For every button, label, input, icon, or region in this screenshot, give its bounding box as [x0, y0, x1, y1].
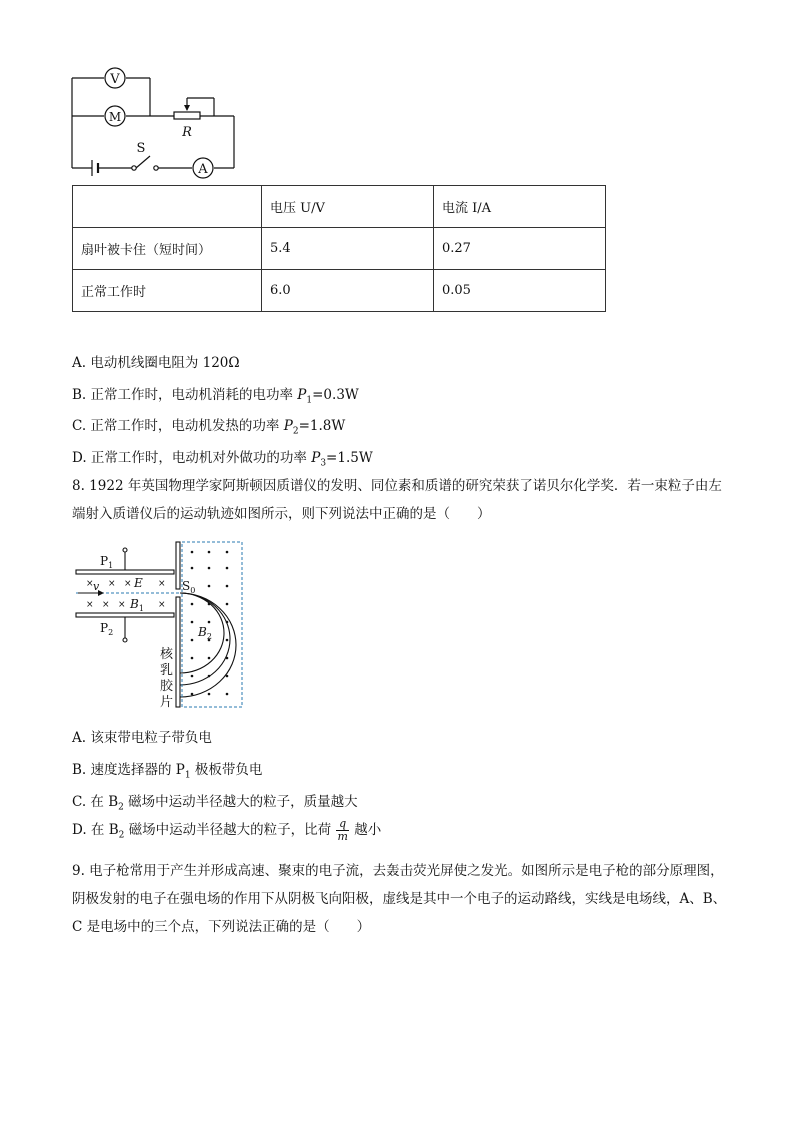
svg-text:×: × — [86, 579, 94, 589]
fraction-numerator: q — [336, 818, 348, 831]
power-symbol: P — [311, 450, 321, 466]
subscript: 1 — [306, 395, 313, 406]
svg-text:P2 — [100, 621, 113, 637]
table-cell: 6.0 — [262, 270, 434, 312]
table-cell — [73, 186, 262, 228]
q8-option-c — [72, 790, 358, 813]
measurement-table — [72, 185, 606, 312]
svg-text:×: × — [158, 579, 166, 589]
ammeter-label: A — [198, 162, 208, 177]
table-row — [73, 186, 606, 228]
svg-text:×: × — [124, 579, 132, 589]
table-cell: 正常工作时 — [73, 270, 262, 312]
table-header-voltage: 电压 U/V — [262, 186, 434, 228]
film-label-char: 核 — [160, 647, 174, 662]
option-value: =1.8W — [298, 418, 346, 434]
velocity-label: v — [93, 580, 100, 593]
film-label-char: 片 — [160, 695, 174, 710]
q7-option-b — [72, 383, 359, 406]
option-text: 极板带负电 — [190, 762, 263, 778]
subscript: 2 — [206, 632, 212, 641]
option-value: =0.3W — [312, 387, 359, 403]
table-cell: 扇叶被卡住（短时间） — [73, 228, 262, 270]
option-value: =1.5W — [326, 450, 373, 466]
table-row — [73, 228, 606, 270]
subscript: 2 — [108, 628, 114, 637]
table-header-current: 电流 I/A — [434, 186, 606, 228]
table-cell: 5.4 — [262, 228, 434, 270]
option-text: B. 正常工作时，电动机消耗的电功率 — [72, 387, 298, 403]
power-symbol: P — [283, 418, 293, 434]
switch-label: S — [136, 141, 146, 156]
plate-p1-label: P — [100, 554, 109, 568]
film-label-char: 胶 — [160, 679, 174, 694]
subscript: 1 — [138, 604, 144, 613]
svg-text:×: × — [158, 600, 166, 610]
field-b1-label: B — [130, 597, 139, 611]
mass-spectrometer-diagram — [72, 540, 252, 715]
subscript: 1 — [108, 561, 114, 570]
option-text: D. 正常工作时，电动机对外做功的功率 — [72, 450, 312, 466]
voltmeter-label: V — [110, 72, 120, 87]
option-text: B. 速度选择器的 P — [72, 762, 185, 778]
resistor-label: R — [182, 125, 192, 140]
svg-text:×: × — [86, 600, 94, 610]
q8-option-d — [72, 818, 381, 843]
subscript: 2 — [118, 830, 125, 841]
option-text: 越小 — [349, 822, 382, 838]
option-text: D. 在 B — [72, 822, 119, 838]
subscript: 1 — [184, 770, 191, 781]
option-text: 磁场中运动半径越大的粒子，比荷 — [124, 822, 336, 838]
svg-text:P1 — [100, 554, 113, 570]
q7-option-c — [72, 414, 345, 437]
svg-text:×: × — [118, 600, 126, 610]
svg-text:B2 — [197, 625, 212, 641]
option-text: C. 正常工作时，电动机发热的功率 — [72, 418, 284, 434]
q8-option-b — [72, 758, 262, 781]
q7-option-d — [72, 446, 373, 469]
table-cell: 0.05 — [434, 270, 606, 312]
slit-s0-label: S — [182, 579, 191, 593]
film-label-char: 乳 — [160, 663, 174, 678]
q8-option-a: A. 该束带电粒子带负电 — [72, 730, 212, 746]
plate-p2-label: P — [100, 621, 109, 635]
subscript: 0 — [190, 586, 196, 595]
table-row — [73, 270, 606, 312]
svg-text:S0 — [182, 579, 195, 595]
q9-stem: 9. 电子枪常用于产生并形成高速、聚束的电子流，去轰击荧光屏使之发光。如图所示是电子枪的部分原理图，阴极发射的电子在强电场的作用下从阴极飞向阳极，虚线是其中一个电子的运动路线，实线是电场线，A、B、C 是电场中的三个点，下列说法正确的是（ ） — [72, 863, 727, 935]
option-text: 磁场中运动半径越大的粒子，质量越大 — [123, 794, 358, 810]
svg-text:B1 — [129, 597, 144, 613]
field-b2-label: B — [198, 625, 207, 639]
table-cell: 0.27 — [434, 228, 606, 270]
option-text: C. 在 B — [72, 794, 119, 810]
power-symbol: P — [297, 387, 307, 403]
svg-text:×: × — [102, 600, 110, 610]
field-e-label: E — [134, 576, 143, 590]
charge-mass-fraction — [336, 818, 348, 843]
motor-label: M — [108, 110, 122, 124]
q7-option-a: A. 电动机线圈电阻为 120Ω — [72, 355, 240, 371]
subscript: 2 — [292, 426, 299, 437]
fraction-denominator: m — [337, 830, 348, 843]
subscript: 2 — [118, 802, 124, 813]
svg-text:×: × — [108, 579, 116, 589]
subscript: 3 — [320, 458, 327, 469]
circuit-diagram — [66, 64, 246, 184]
q8-stem: 8. 1922 年英国物理学家阿斯顿因质谱仪的发明、同位素和质谱的研究荣获了诺贝尔化学奖．若一束粒子由左端射入质谱仪后的运动轨迹如图所示，则下列说法中正确的是（ ） — [72, 478, 722, 522]
